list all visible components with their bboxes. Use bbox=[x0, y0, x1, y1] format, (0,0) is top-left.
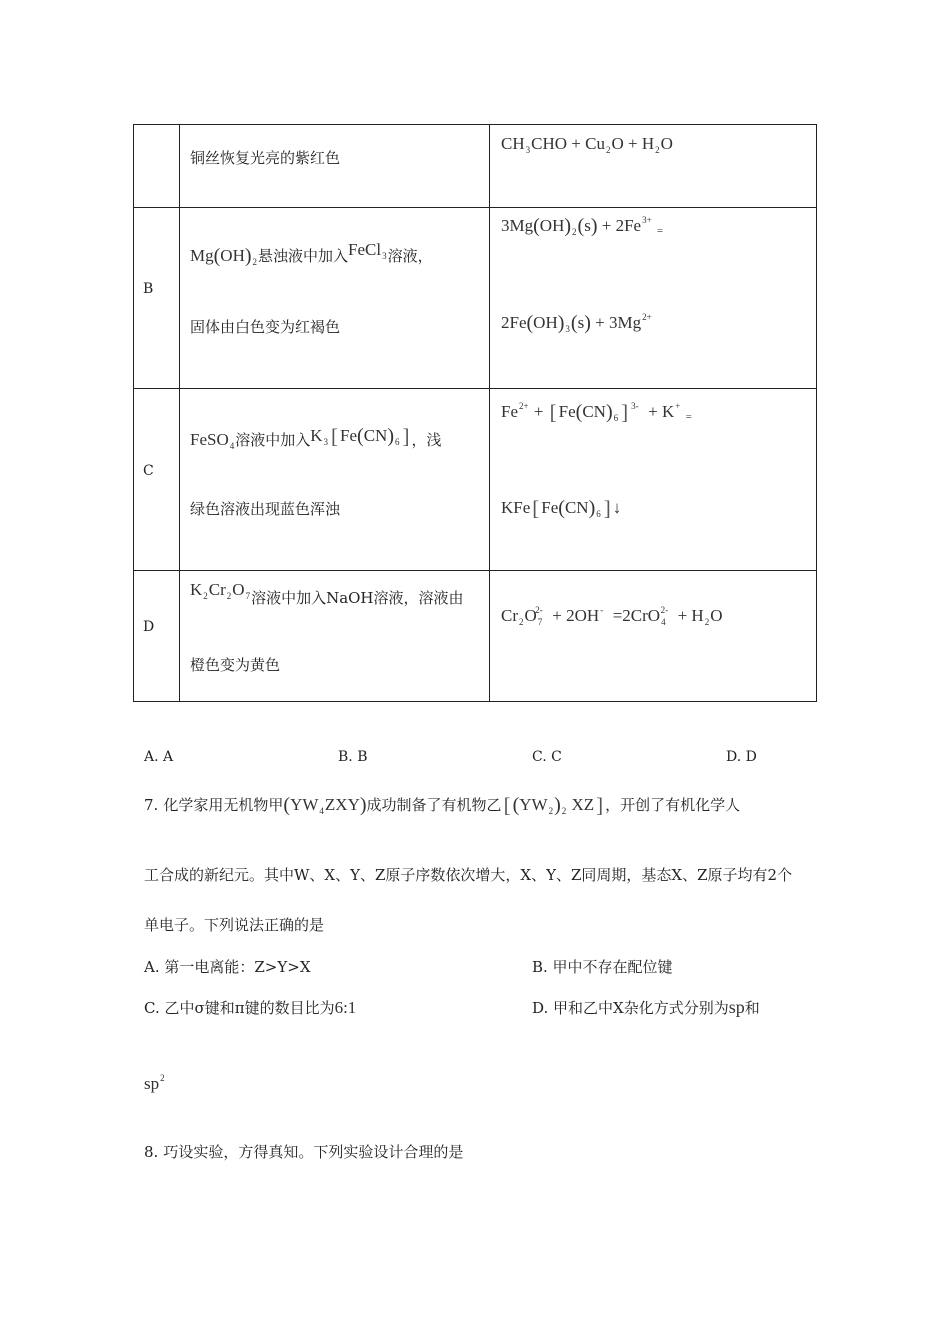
table-divider-col2 bbox=[489, 125, 490, 701]
row-c-equation-line2: KFe[ $Fe(CN)_6$ ] ↓ bbox=[501, 496, 622, 520]
table-divider-row1 bbox=[134, 207, 816, 208]
row-d-equation: $Cr_2O_7^{2-} + 2OH^- =2CrO_4^{2-} + H_2O$ bbox=[501, 605, 723, 627]
q7-option-d: D. 甲和乙中X杂化方式分别为sp和 bbox=[532, 997, 760, 1017]
row1-equation: $CH_3CHO + Cu_2O + H_2O$ bbox=[501, 134, 673, 155]
q7-option-c: C. 乙中σ键和π键的数目比为6:1 bbox=[144, 998, 357, 1017]
row-b-phenomenon-line2: 固体由白色变为红褐色 bbox=[190, 318, 341, 336]
table-divider-row2 bbox=[134, 388, 816, 389]
q7-stem-line2: 工合成的新纪元。其中W、X、Y、Z原子序数依次增大，X、Y、Z同周期，基态X、Z原子均有2个 bbox=[144, 866, 793, 884]
q7-stem-line1: 7. 化学家用无机物甲$(YW_4ZXY)$成功制备了有机物乙[ $(YW_2)_2$ XZ] ，开创了有机化学人 bbox=[144, 793, 741, 817]
row-b-equation-line2: $2Fe(OH)_3(s) + 3Mg^{2+}$ bbox=[501, 312, 652, 334]
q7-option-b: B. 甲中不存在配位键 bbox=[532, 958, 673, 976]
row-b-label: B bbox=[143, 281, 154, 297]
q6-option-c: C. C bbox=[532, 749, 562, 765]
table-divider-col1 bbox=[179, 125, 180, 701]
row-b-phenomenon-line1: $Mg(OH)_2$悬浊液中加入FeCl$_3$溶液， bbox=[190, 240, 433, 267]
q7-stem-line3: 单电子。下列说法正确的是 bbox=[144, 916, 325, 934]
row-c-phenomenon-line2: 绿色溶液出现蓝色浑浊 bbox=[190, 500, 341, 518]
row-c-label: C bbox=[143, 463, 154, 479]
row-b-equation-line1: $3Mg(OH)_2(s) + 2Fe^{3+}$ = bbox=[501, 215, 664, 237]
q6-option-a: A. A bbox=[144, 749, 174, 765]
q8-stem: 8. 巧设实验，方得真知。下列实验设计合理的是 bbox=[144, 1143, 464, 1161]
row1-phenomenon: 铜丝恢复光亮的紫红色 bbox=[190, 149, 341, 167]
q7-option-d-sp2: $sp^2$ bbox=[144, 1073, 165, 1093]
table-divider-row3 bbox=[134, 570, 816, 571]
row-d-phenomenon-line2: 橙色变为黄色 bbox=[190, 656, 281, 674]
row-c-phenomenon-line1: FeSO$_4$溶液中加入$K_3$ [ $Fe(CN)_6$ ] ，浅 bbox=[190, 424, 442, 451]
row-c-equation-line1: $Fe^{2+}$ + [ $Fe(CN)_6$ ] $^{3-}$ + K+ = bbox=[501, 400, 692, 424]
row-d-phenomenon-line1: $K_2Cr_2O_7$溶液中加入NaOH溶液，溶液由 bbox=[190, 580, 464, 607]
q7-option-a: A. 第一电离能：Z>Y>X bbox=[144, 958, 311, 976]
q6-option-d: D. D bbox=[726, 749, 757, 765]
q6-option-b: B. B bbox=[338, 749, 368, 765]
row-d-label: D bbox=[143, 619, 155, 635]
